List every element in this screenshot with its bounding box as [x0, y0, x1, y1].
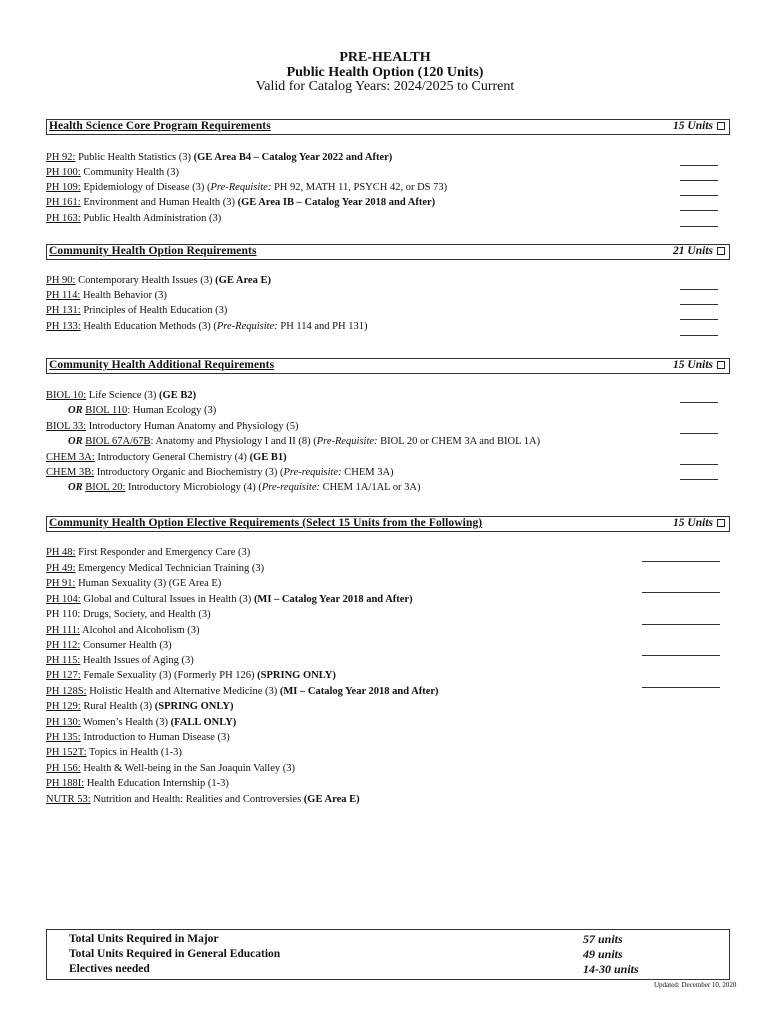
- totals-box: [46, 929, 730, 980]
- course-line: PH 127: Female Sexuality (3) (Formerly PH 126) (SPRING ONLY): [46, 670, 336, 681]
- course-line: CHEM 3A: Introductory General Chemistry (4) (GE B1): [46, 452, 287, 463]
- course-line: PH 109: Epidemiology of Disease (3) (Pre-Requisite: PH 92, MATH 11, PSYCH 42, or DS 73): [46, 182, 448, 193]
- blank-line[interactable]: [642, 655, 720, 656]
- course-line: OR BIOL 20: Introductory Microbiology (4) (Pre-requisite: CHEM 1A/1AL or 3A): [68, 482, 421, 493]
- blank-line[interactable]: [642, 687, 720, 688]
- blank-line[interactable]: [680, 210, 718, 211]
- community-section-title: Community Health Option Requirements: [49, 245, 257, 257]
- electives-section-title: Community Health Option Elective Requirements (Select 15 Units from the Following): [49, 517, 483, 529]
- total-ge-label: Total Units Required in General Education: [69, 948, 281, 960]
- blank-line[interactable]: [680, 165, 718, 166]
- course-line: PH 49: Emergency Medical Technician Training (3): [46, 563, 265, 574]
- course-line: BIOL 33: Introductory Human Anatomy and Physiology (5): [46, 421, 299, 432]
- course-line: PH 128S: Holistic Health and Alternative Medicine (3) (MI – Catalog Year 2018 and After): [46, 686, 439, 697]
- additional-section-header: [46, 358, 730, 374]
- course-line: PH 161: Environment and Human Health (3) (GE Area IB – Catalog Year 2018 and After): [46, 197, 436, 208]
- blank-line[interactable]: [680, 304, 718, 305]
- course-line: PH 156: Health & Well-being in the San Joaquin Valley (3): [46, 763, 295, 774]
- course-line: PH 115: Health Issues of Aging (3): [46, 655, 194, 666]
- blank-line[interactable]: [642, 592, 720, 593]
- course-line: PH 163: Public Health Administration (3): [46, 213, 222, 224]
- page-title: PRE-HEALTH: [339, 50, 431, 65]
- additional-section-title: Community Health Additional Requirements: [49, 359, 275, 371]
- electives-needed-label: Electives needed: [69, 963, 150, 975]
- course-line: PH 135: Introduction to Human Disease (3): [46, 732, 230, 743]
- total-major-label: Total Units Required in Major: [69, 933, 219, 945]
- page-subtitle: Public Health Option (120 Units): [286, 65, 484, 80]
- checkbox-icon[interactable]: [717, 122, 725, 130]
- course-line: PH 100: Community Health (3): [46, 167, 179, 178]
- catalog-years: Valid for Catalog Years: 2024/2025 to Current: [255, 79, 515, 94]
- blank-line[interactable]: [680, 479, 718, 480]
- checkbox-icon[interactable]: [717, 361, 725, 369]
- community-section-units: 21 Units: [673, 245, 725, 257]
- course-line: PH 133: Health Education Methods (3) (Pre-Requisite: PH 114 and PH 131): [46, 321, 368, 332]
- course-line: PH 111: Alcohol and Alcoholism (3): [46, 625, 200, 636]
- course-line: CHEM 3B: Introductory Organic and Biochemistry (3) (Pre-requisite: CHEM 3A): [46, 467, 394, 478]
- core-section-title: Health Science Core Program Requirements: [49, 120, 271, 132]
- course-line: OR BIOL 110: Human Ecology (3): [68, 405, 217, 416]
- blank-line[interactable]: [680, 464, 718, 465]
- course-line: PH 131: Principles of Health Education (3): [46, 305, 228, 316]
- course-line: PH 90: Contemporary Health Issues (3) (GE Area E): [46, 275, 271, 286]
- course-line: PH 130: Women’s Health (3) (FALL ONLY): [46, 717, 237, 728]
- blank-line[interactable]: [680, 195, 718, 196]
- course-line: PH 112: Consumer Health (3): [46, 640, 172, 651]
- blank-line[interactable]: [680, 289, 718, 290]
- course-line: PH 188I: Health Education Internship (1-3): [46, 778, 229, 789]
- blank-line[interactable]: [642, 624, 720, 625]
- electives-section-units: 15 Units: [673, 517, 725, 529]
- checkbox-icon[interactable]: [717, 247, 725, 255]
- course-line: PH 152T: Topics in Health (1-3): [46, 747, 182, 758]
- electives-needed-value: 14-30 units: [583, 962, 639, 976]
- blank-line[interactable]: [680, 226, 718, 227]
- course-line: PH 114: Health Behavior (3): [46, 290, 167, 301]
- course-line: PH 104: Global and Cultural Issues in Health (3) (MI – Catalog Year 2018 and After): [46, 594, 413, 605]
- blank-line[interactable]: [642, 561, 720, 562]
- total-ge-value: 49 units: [583, 947, 623, 961]
- blank-line[interactable]: [680, 402, 718, 403]
- blank-line[interactable]: [680, 433, 718, 434]
- course-line: BIOL 10: Life Science (3) (GE B2): [46, 390, 197, 401]
- course-line: PH 92: Public Health Statistics (3) (GE Area B4 – Catalog Year 2022 and After): [46, 152, 393, 163]
- course-line: NUTR 53: Nutrition and Health: Realities and Controversies (GE Area E): [46, 794, 360, 805]
- community-section-header: [46, 244, 730, 260]
- blank-line[interactable]: [680, 180, 718, 181]
- blank-line[interactable]: [680, 335, 718, 336]
- additional-section-units: 15 Units: [673, 359, 725, 371]
- electives-section-header: [46, 516, 730, 532]
- course-line: PH 110: Drugs, Society, and Health (3): [46, 609, 211, 620]
- total-major-value: 57 units: [583, 932, 623, 946]
- course-line: PH 91: Human Sexuality (3) (GE Area E): [46, 578, 222, 589]
- core-section-header: [46, 119, 730, 135]
- course-line: OR BIOL 67A/67B: Anatomy and Physiology I and II (8) (Pre-Requisite: BIOL 20 or CHEM 3A and BIOL 1A): [68, 436, 541, 447]
- core-section-units: 15 Units: [673, 120, 725, 132]
- blank-line[interactable]: [680, 319, 718, 320]
- course-line: PH 129: Rural Health (3) (SPRING ONLY): [46, 701, 234, 712]
- checkbox-icon[interactable]: [717, 519, 725, 527]
- course-line: PH 48: First Responder and Emergency Care (3): [46, 547, 251, 558]
- updated-date: Updated: December 10, 2020: [654, 981, 737, 989]
